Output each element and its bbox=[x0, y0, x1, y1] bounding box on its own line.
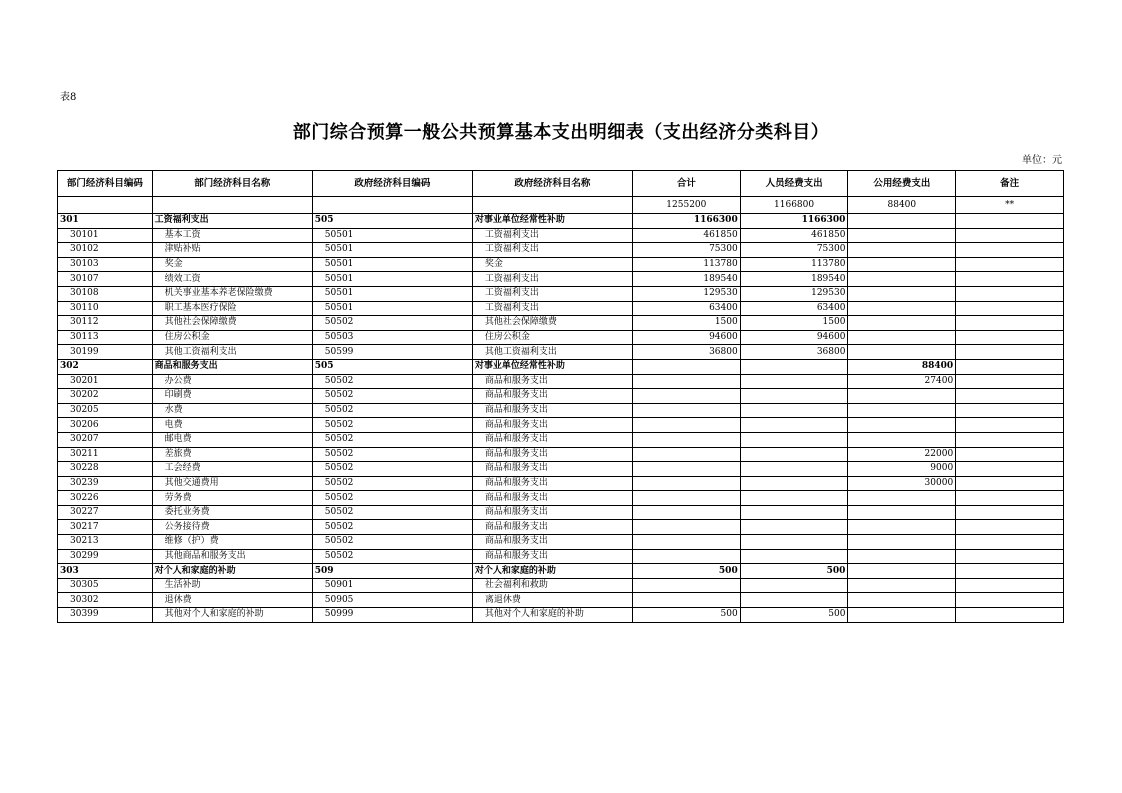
cell-public bbox=[848, 608, 956, 623]
cell-dept-code: 30201 bbox=[58, 374, 153, 389]
cell-personnel bbox=[740, 403, 848, 418]
cell-dept-name: 绩效工资 bbox=[152, 272, 312, 287]
cell-public: 88400 bbox=[848, 359, 956, 374]
cell-dept-code: 30202 bbox=[58, 389, 153, 404]
cell-total: 500 bbox=[632, 608, 740, 623]
cell-total bbox=[632, 462, 740, 477]
cell-note bbox=[956, 228, 1064, 243]
cell-dept-code: 303 bbox=[58, 564, 153, 579]
cell-gov-name: 工资福利支出 bbox=[472, 272, 632, 287]
cell-gov-code: 50501 bbox=[312, 272, 472, 287]
cell-personnel bbox=[740, 520, 848, 535]
cell-public bbox=[848, 535, 956, 550]
cell-note bbox=[956, 374, 1064, 389]
cell-gov-code: 50501 bbox=[312, 243, 472, 258]
cell-gov-code: 505 bbox=[312, 359, 472, 374]
cell-public: 27400 bbox=[848, 374, 956, 389]
cell-dept-name: 商品和服务支出 bbox=[152, 359, 312, 374]
cell-note bbox=[956, 520, 1064, 535]
cell-dept-name: 差旅费 bbox=[152, 447, 312, 462]
table-row bbox=[58, 330, 1064, 345]
cell-dept-name: 住房公积金 bbox=[152, 330, 312, 345]
total-note: ** bbox=[956, 197, 1064, 214]
cell-public: 22000 bbox=[848, 447, 956, 462]
cell-personnel: 63400 bbox=[740, 301, 848, 316]
cell-note bbox=[956, 286, 1064, 301]
table-row bbox=[58, 491, 1064, 506]
cell-public bbox=[848, 330, 956, 345]
table-row bbox=[58, 403, 1064, 418]
cell-total: 500 bbox=[632, 564, 740, 579]
cell-total: 1500 bbox=[632, 316, 740, 331]
cell-personnel: 36800 bbox=[740, 345, 848, 360]
table-row bbox=[58, 301, 1064, 316]
cell-dept-name: 办公费 bbox=[152, 374, 312, 389]
cell-public bbox=[848, 257, 956, 272]
total-personnel: 1166800 bbox=[740, 197, 848, 214]
column-header: 公用经费支出 bbox=[848, 171, 956, 197]
table-row bbox=[58, 535, 1064, 550]
cell-gov-name: 工资福利支出 bbox=[472, 228, 632, 243]
unit-label: 单位：元 bbox=[1022, 155, 1062, 166]
cell-total bbox=[632, 359, 740, 374]
cell-personnel: 500 bbox=[740, 608, 848, 623]
cell-total bbox=[632, 549, 740, 564]
group-row bbox=[58, 359, 1064, 374]
cell-total bbox=[632, 418, 740, 433]
cell-total: 189540 bbox=[632, 272, 740, 287]
header-row bbox=[58, 171, 1064, 197]
cell-dept-code: 30107 bbox=[58, 272, 153, 287]
cell-personnel bbox=[740, 432, 848, 447]
table-row bbox=[58, 345, 1064, 360]
cell-gov-name: 对个人和家庭的补助 bbox=[472, 564, 632, 579]
cell-dept-name: 邮电费 bbox=[152, 432, 312, 447]
cell-total bbox=[632, 374, 740, 389]
cell-note bbox=[956, 316, 1064, 331]
cell-dept-name: 其他商品和服务支出 bbox=[152, 549, 312, 564]
group-row bbox=[58, 214, 1064, 229]
cell-personnel bbox=[740, 491, 848, 506]
cell-total bbox=[632, 432, 740, 447]
cell-gov-code: 50502 bbox=[312, 505, 472, 520]
cell-gov-name: 商品和服务支出 bbox=[472, 520, 632, 535]
table-row bbox=[58, 476, 1064, 491]
cell-personnel bbox=[740, 462, 848, 477]
cell-personnel bbox=[740, 389, 848, 404]
column-header: 人员经费支出 bbox=[740, 171, 848, 197]
table-row bbox=[58, 272, 1064, 287]
total-public: 88400 bbox=[848, 197, 956, 214]
cell-public bbox=[848, 345, 956, 360]
cell-total bbox=[632, 593, 740, 608]
cell-dept-name: 其他社会保障缴费 bbox=[152, 316, 312, 331]
cell-gov-code: 50501 bbox=[312, 257, 472, 272]
cell-gov-name: 商品和服务支出 bbox=[472, 462, 632, 477]
cell-dept-code: 30226 bbox=[58, 491, 153, 506]
cell-dept-code: 30110 bbox=[58, 301, 153, 316]
cell-gov-code: 50905 bbox=[312, 593, 472, 608]
cell-personnel bbox=[740, 359, 848, 374]
cell-gov-name: 商品和服务支出 bbox=[472, 505, 632, 520]
cell-total bbox=[632, 476, 740, 491]
table-row bbox=[58, 608, 1064, 623]
budget-table bbox=[57, 170, 1064, 623]
cell-dept-code: 30299 bbox=[58, 549, 153, 564]
cell-gov-name: 商品和服务支出 bbox=[472, 374, 632, 389]
cell-personnel: 189540 bbox=[740, 272, 848, 287]
cell-dept-name: 奖金 bbox=[152, 257, 312, 272]
cell-dept-name: 工会经费 bbox=[152, 462, 312, 477]
cell-public bbox=[848, 520, 956, 535]
cell-dept-code: 30101 bbox=[58, 228, 153, 243]
cell-dept-code: 30228 bbox=[58, 462, 153, 477]
cell-gov-code: 50502 bbox=[312, 374, 472, 389]
cell-note bbox=[956, 491, 1064, 506]
table-cell bbox=[312, 197, 472, 214]
table-row bbox=[58, 549, 1064, 564]
table-cell bbox=[152, 197, 312, 214]
cell-gov-code: 50501 bbox=[312, 286, 472, 301]
table-row bbox=[58, 316, 1064, 331]
cell-gov-code: 50501 bbox=[312, 301, 472, 316]
cell-total: 113780 bbox=[632, 257, 740, 272]
table-row bbox=[58, 520, 1064, 535]
table-row bbox=[58, 432, 1064, 447]
cell-total: 461850 bbox=[632, 228, 740, 243]
cell-public bbox=[848, 578, 956, 593]
cell-note bbox=[956, 578, 1064, 593]
cell-dept-code: 30108 bbox=[58, 286, 153, 301]
cell-dept-code: 30211 bbox=[58, 447, 153, 462]
cell-gov-code: 50503 bbox=[312, 330, 472, 345]
cell-dept-name: 公务接待费 bbox=[152, 520, 312, 535]
cell-note bbox=[956, 564, 1064, 579]
cell-dept-name: 劳务费 bbox=[152, 491, 312, 506]
cell-dept-name: 其他交通费用 bbox=[152, 476, 312, 491]
cell-public bbox=[848, 214, 956, 229]
cell-gov-name: 商品和服务支出 bbox=[472, 447, 632, 462]
cell-dept-code: 302 bbox=[58, 359, 153, 374]
cell-note bbox=[956, 432, 1064, 447]
cell-public bbox=[848, 432, 956, 447]
cell-gov-name: 奖金 bbox=[472, 257, 632, 272]
cell-gov-name: 其他社会保障缴费 bbox=[472, 316, 632, 331]
cell-gov-code: 509 bbox=[312, 564, 472, 579]
cell-dept-code: 30302 bbox=[58, 593, 153, 608]
group-row bbox=[58, 564, 1064, 579]
cell-personnel bbox=[740, 578, 848, 593]
cell-dept-name: 其他工资福利支出 bbox=[152, 345, 312, 360]
cell-public bbox=[848, 286, 956, 301]
cell-dept-code: 30213 bbox=[58, 535, 153, 550]
cell-note bbox=[956, 272, 1064, 287]
cell-dept-name: 生活补助 bbox=[152, 578, 312, 593]
cell-dept-name: 津贴补贴 bbox=[152, 243, 312, 258]
cell-personnel bbox=[740, 476, 848, 491]
cell-dept-name: 维修（护）费 bbox=[152, 535, 312, 550]
cell-dept-name: 委托业务费 bbox=[152, 505, 312, 520]
cell-gov-code: 50502 bbox=[312, 462, 472, 477]
cell-public bbox=[848, 593, 956, 608]
cell-total bbox=[632, 403, 740, 418]
cell-note bbox=[956, 535, 1064, 550]
cell-gov-name: 商品和服务支出 bbox=[472, 432, 632, 447]
cell-personnel: 461850 bbox=[740, 228, 848, 243]
column-header: 部门经济科目名称 bbox=[152, 171, 312, 197]
cell-dept-code: 30227 bbox=[58, 505, 153, 520]
cell-dept-code: 30112 bbox=[58, 316, 153, 331]
cell-public: 9000 bbox=[848, 462, 956, 477]
cell-total bbox=[632, 578, 740, 593]
cell-dept-code: 30113 bbox=[58, 330, 153, 345]
cell-dept-code: 30239 bbox=[58, 476, 153, 491]
table-cell bbox=[58, 197, 153, 214]
cell-personnel bbox=[740, 418, 848, 433]
cell-total bbox=[632, 520, 740, 535]
cell-public bbox=[848, 301, 956, 316]
cell-gov-name: 其他工资福利支出 bbox=[472, 345, 632, 360]
cell-gov-name: 工资福利支出 bbox=[472, 301, 632, 316]
cell-note bbox=[956, 214, 1064, 229]
totals-row bbox=[58, 197, 1064, 214]
cell-gov-name: 商品和服务支出 bbox=[472, 549, 632, 564]
cell-total bbox=[632, 447, 740, 462]
cell-note bbox=[956, 476, 1064, 491]
table-row bbox=[58, 228, 1064, 243]
column-header: 政府经济科目名称 bbox=[472, 171, 632, 197]
cell-note bbox=[956, 549, 1064, 564]
cell-note bbox=[956, 505, 1064, 520]
column-header: 部门经济科目编码 bbox=[58, 171, 153, 197]
cell-gov-code: 50502 bbox=[312, 476, 472, 491]
column-header: 备注 bbox=[956, 171, 1064, 197]
cell-dept-code: 30207 bbox=[58, 432, 153, 447]
cell-public bbox=[848, 243, 956, 258]
cell-note bbox=[956, 593, 1064, 608]
table-row bbox=[58, 243, 1064, 258]
table-row bbox=[58, 593, 1064, 608]
cell-public bbox=[848, 491, 956, 506]
cell-total bbox=[632, 505, 740, 520]
cell-public bbox=[848, 403, 956, 418]
cell-gov-code: 50502 bbox=[312, 535, 472, 550]
cell-personnel bbox=[740, 374, 848, 389]
table-row bbox=[58, 418, 1064, 433]
cell-public bbox=[848, 272, 956, 287]
cell-dept-name: 工资福利支出 bbox=[152, 214, 312, 229]
cell-total: 94600 bbox=[632, 330, 740, 345]
cell-gov-code: 50502 bbox=[312, 403, 472, 418]
cell-gov-code: 50999 bbox=[312, 608, 472, 623]
cell-personnel: 94600 bbox=[740, 330, 848, 345]
cell-note bbox=[956, 389, 1064, 404]
page-title: 部门综合预算一般公共预算基本支出明细表（支出经济分类科目） bbox=[292, 122, 830, 143]
table-row bbox=[58, 505, 1064, 520]
cell-gov-code: 50502 bbox=[312, 418, 472, 433]
table-row bbox=[58, 257, 1064, 272]
cell-dept-code: 301 bbox=[58, 214, 153, 229]
table-row bbox=[58, 462, 1064, 477]
cell-note bbox=[956, 462, 1064, 477]
cell-public: 30000 bbox=[848, 476, 956, 491]
cell-personnel bbox=[740, 447, 848, 462]
cell-dept-code: 30199 bbox=[58, 345, 153, 360]
cell-note bbox=[956, 330, 1064, 345]
cell-note bbox=[956, 301, 1064, 316]
cell-gov-name: 商品和服务支出 bbox=[472, 403, 632, 418]
cell-personnel bbox=[740, 535, 848, 550]
cell-note bbox=[956, 345, 1064, 360]
cell-gov-name: 商品和服务支出 bbox=[472, 389, 632, 404]
cell-dept-name: 其他对个人和家庭的补助 bbox=[152, 608, 312, 623]
cell-personnel: 500 bbox=[740, 564, 848, 579]
cell-dept-code: 30305 bbox=[58, 578, 153, 593]
cell-gov-name: 对事业单位经常性补助 bbox=[472, 214, 632, 229]
cell-total: 75300 bbox=[632, 243, 740, 258]
total-amount: 1255200 bbox=[632, 197, 740, 214]
cell-gov-name: 商品和服务支出 bbox=[472, 418, 632, 433]
cell-total: 1166300 bbox=[632, 214, 740, 229]
cell-gov-name: 住房公积金 bbox=[472, 330, 632, 345]
cell-dept-name: 职工基本医疗保险 bbox=[152, 301, 312, 316]
cell-gov-code: 50502 bbox=[312, 432, 472, 447]
cell-note bbox=[956, 403, 1064, 418]
column-header: 合计 bbox=[632, 171, 740, 197]
table-row bbox=[58, 578, 1064, 593]
cell-public bbox=[848, 418, 956, 433]
cell-gov-name: 商品和服务支出 bbox=[472, 476, 632, 491]
cell-gov-name: 对事业单位经常性补助 bbox=[472, 359, 632, 374]
cell-public bbox=[848, 389, 956, 404]
cell-total bbox=[632, 389, 740, 404]
cell-gov-name: 工资福利支出 bbox=[472, 286, 632, 301]
cell-note bbox=[956, 257, 1064, 272]
cell-gov-name: 工资福利支出 bbox=[472, 243, 632, 258]
cell-total: 36800 bbox=[632, 345, 740, 360]
cell-gov-code: 50901 bbox=[312, 578, 472, 593]
cell-total bbox=[632, 491, 740, 506]
cell-gov-name: 商品和服务支出 bbox=[472, 491, 632, 506]
cell-public bbox=[848, 549, 956, 564]
cell-gov-code: 50599 bbox=[312, 345, 472, 360]
cell-note bbox=[956, 359, 1064, 374]
cell-dept-name: 水费 bbox=[152, 403, 312, 418]
cell-dept-name: 印刷费 bbox=[152, 389, 312, 404]
cell-personnel: 1500 bbox=[740, 316, 848, 331]
cell-dept-code: 30205 bbox=[58, 403, 153, 418]
cell-personnel bbox=[740, 505, 848, 520]
table-row bbox=[58, 286, 1064, 301]
table-row bbox=[58, 447, 1064, 462]
cell-personnel bbox=[740, 593, 848, 608]
cell-gov-code: 50502 bbox=[312, 549, 472, 564]
cell-note bbox=[956, 418, 1064, 433]
cell-gov-code: 50502 bbox=[312, 520, 472, 535]
cell-public bbox=[848, 505, 956, 520]
table-number: 表8 bbox=[60, 92, 77, 103]
table-row bbox=[58, 374, 1064, 389]
cell-dept-name: 退休费 bbox=[152, 593, 312, 608]
cell-total: 129530 bbox=[632, 286, 740, 301]
cell-personnel: 129530 bbox=[740, 286, 848, 301]
cell-gov-name: 其他对个人和家庭的补助 bbox=[472, 608, 632, 623]
table-cell bbox=[472, 197, 632, 214]
cell-dept-code: 30206 bbox=[58, 418, 153, 433]
cell-personnel: 75300 bbox=[740, 243, 848, 258]
cell-gov-code: 50501 bbox=[312, 228, 472, 243]
cell-note bbox=[956, 447, 1064, 462]
cell-note bbox=[956, 608, 1064, 623]
column-header: 政府经济科目编码 bbox=[312, 171, 472, 197]
cell-total bbox=[632, 535, 740, 550]
cell-dept-code: 30399 bbox=[58, 608, 153, 623]
cell-note bbox=[956, 243, 1064, 258]
cell-dept-name: 电费 bbox=[152, 418, 312, 433]
cell-personnel: 113780 bbox=[740, 257, 848, 272]
cell-total: 63400 bbox=[632, 301, 740, 316]
cell-gov-code: 505 bbox=[312, 214, 472, 229]
cell-public bbox=[848, 316, 956, 331]
cell-dept-code: 30102 bbox=[58, 243, 153, 258]
cell-dept-name: 对个人和家庭的补助 bbox=[152, 564, 312, 579]
cell-gov-code: 50502 bbox=[312, 389, 472, 404]
cell-public bbox=[848, 228, 956, 243]
cell-dept-name: 基本工资 bbox=[152, 228, 312, 243]
cell-gov-code: 50502 bbox=[312, 316, 472, 331]
cell-dept-code: 30217 bbox=[58, 520, 153, 535]
cell-gov-code: 50502 bbox=[312, 491, 472, 506]
cell-gov-name: 离退休费 bbox=[472, 593, 632, 608]
cell-public bbox=[848, 564, 956, 579]
cell-dept-code: 30103 bbox=[58, 257, 153, 272]
cell-personnel bbox=[740, 549, 848, 564]
table-row bbox=[58, 389, 1064, 404]
cell-personnel: 1166300 bbox=[740, 214, 848, 229]
cell-gov-name: 社会福利和救助 bbox=[472, 578, 632, 593]
cell-gov-code: 50502 bbox=[312, 447, 472, 462]
cell-dept-name: 机关事业基本养老保险缴费 bbox=[152, 286, 312, 301]
cell-gov-name: 商品和服务支出 bbox=[472, 535, 632, 550]
